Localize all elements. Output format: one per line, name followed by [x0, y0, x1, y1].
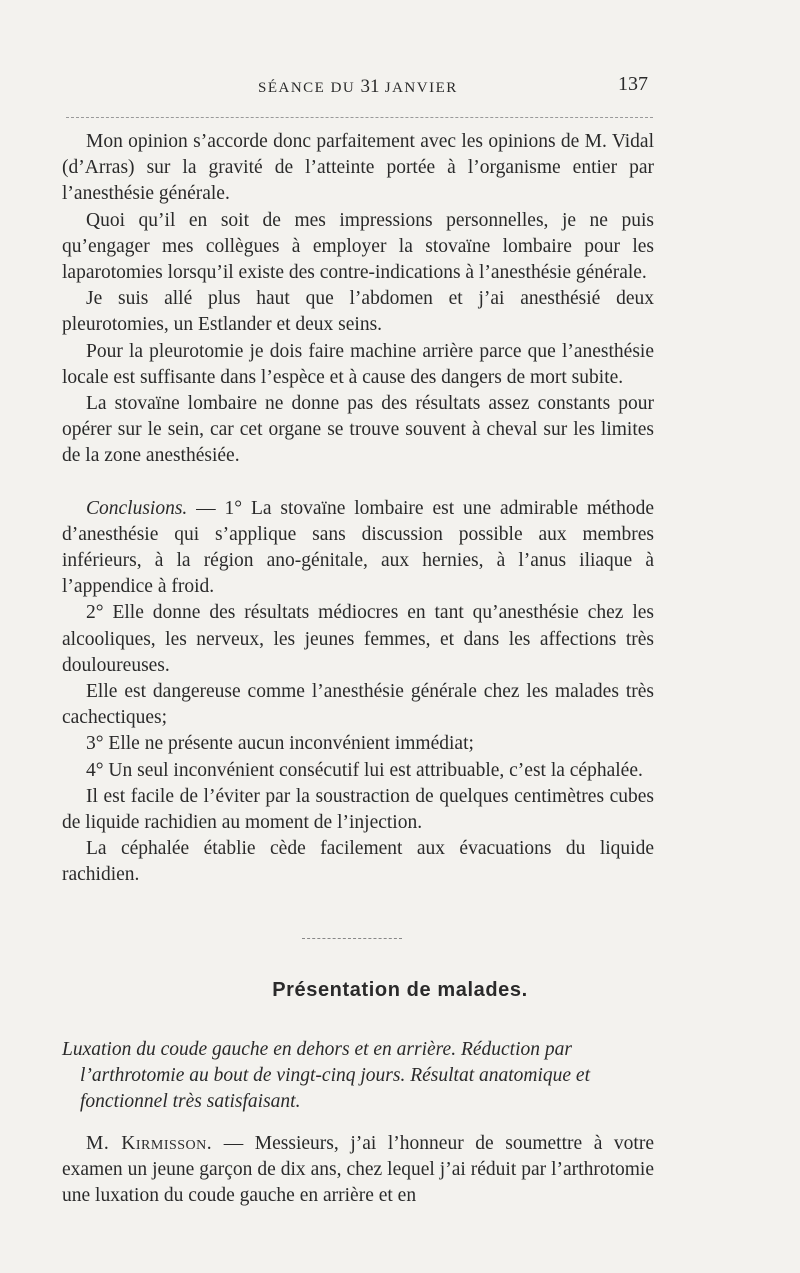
running-title-month: JANVIER	[384, 80, 458, 96]
paragraph: Pour la pleurotomie je dois faire machine arrière parce que l’anesthésie locale est suffisante dans l’espèce et à cause des dangers de mort subite.	[62, 340, 654, 388]
speaker-name: M. Kirmisson.	[86, 1133, 213, 1154]
paragraph: La stovaïne lombaire ne donne pas des résultats assez constants pour opérer sur le sein, car cet organe se trouve souvent à cheval sur les limites de la zone anesthésiée.	[62, 393, 654, 467]
running-title	[258, 76, 458, 98]
case-title	[62, 1037, 654, 1116]
case-title-line: l’arthrotomie au bout de vingt-cinq jours. Résultat anatomique et	[80, 1065, 591, 1087]
case-body	[62, 1131, 654, 1210]
conclusion-item: Elle est dangereuse comme l’anesthésie générale chez les malades très cachectiques;	[62, 681, 654, 729]
case-text: — Messieurs, j’ai l’honneur de soumettre à votre examen un jeune garçon de dix ans, chez lequel j’ai réduit par l’arthrotomie une luxation du coude gauche en arrière et en	[62, 1133, 654, 1207]
case-paragraph	[62, 1131, 654, 1210]
conclusion-item: 4° Un seul inconvénient consécutif lui est attribuable, c’est la céphalée.	[86, 759, 643, 781]
case-title-line: fonctionnel très satisfaisant.	[80, 1091, 301, 1113]
conclusion-item: — 1° La stovaïne lombaire est une admirable méthode d’anesthésie qui s’applique sans discussion possible aux membres inférieurs, à la région ano-génitale, aux hernies, à l’anus iliaque à l’appendice à froid.	[62, 497, 654, 598]
paragraph: Mon opinion s’accorde donc parfaitement avec les opinions de M. Vidal (d’Arras) sur la gravité de l’atteinte portée à l’organisme entier par l’anesthésie générale.	[62, 131, 654, 205]
conclusions-paragraph	[62, 496, 654, 601]
running-header	[0, 73, 800, 100]
paragraph: Je suis allé plus haut que l’abdomen et j’ai anesthésié deux pleurotomies, un Estlander et deux seins.	[62, 288, 654, 336]
header-rule	[66, 117, 653, 118]
page-number: 137	[618, 73, 648, 95]
paragraph: Quoi qu’il en soit de mes impressions personnelles, je ne puis qu’engager mes collègues à employer la stovaïne lombaire pour les laparotomies lorsqu’il existe des contre-indications à l’anesthésie générale.	[62, 209, 654, 284]
conclusions-label: Conclusions.	[86, 497, 188, 519]
body-text	[62, 129, 654, 889]
case-title-line: Luxation du coude gauche en dehors et en arrière. Réduction par	[62, 1039, 572, 1060]
running-title-day: 31	[360, 76, 380, 97]
conclusion-item: 3° Elle ne présente aucun inconvénient immédiat;	[86, 733, 474, 755]
conclusion-item: Il est facile de l’éviter par la soustraction de quelques centimètres cubes de liquide rachidien au moment de l’injection.	[62, 785, 654, 834]
conclusion-item: La céphalée établie cède facilement aux évacuations du liquide rachidien.	[62, 838, 654, 886]
running-title-prefix: SÉANCE DU	[258, 80, 356, 96]
section-heading: Présentation de malades.	[272, 979, 528, 1001]
conclusion-item: 2° Elle donne des résultats médiocres en tant qu’anesthésie chez les alcooliques, les nerveux, les jeunes femmes, et dans les affections très douloureuses.	[62, 602, 654, 676]
section-separator	[302, 938, 402, 939]
